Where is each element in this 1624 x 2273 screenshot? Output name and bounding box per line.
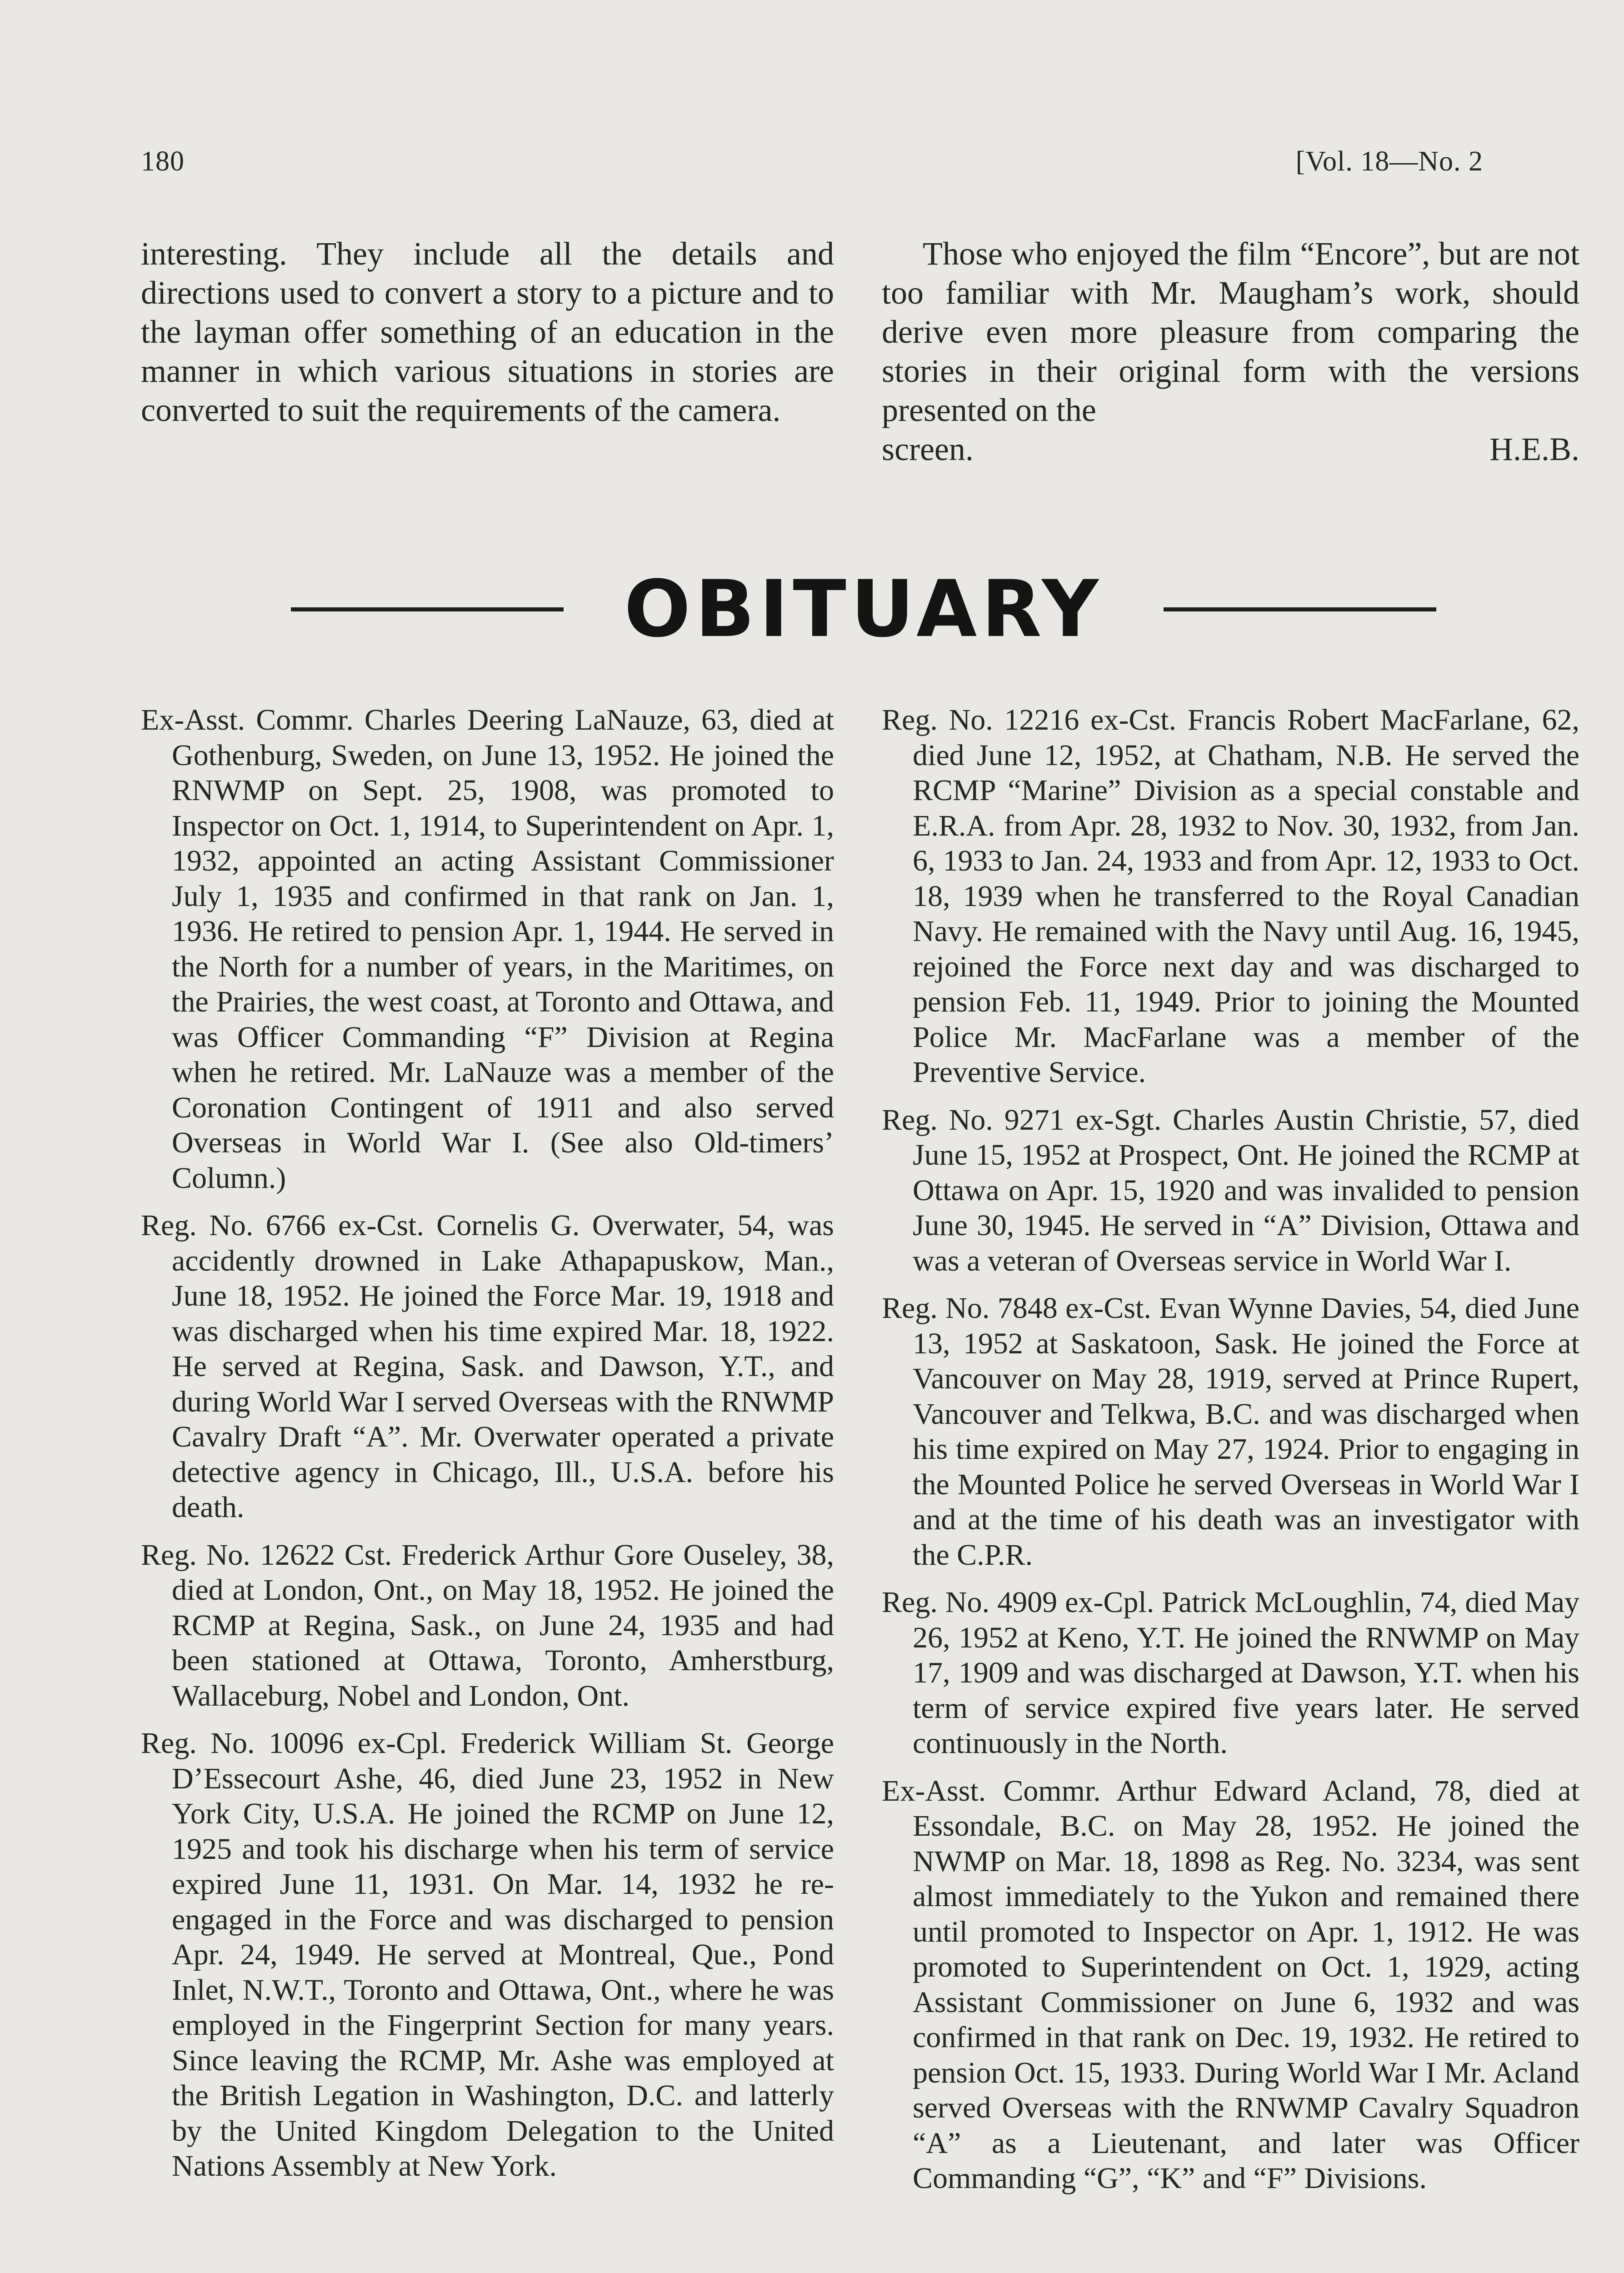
obituary-left-column <box>141 702 834 2196</box>
obituary-entry: Reg. No. 6766 ex-Cst. Cornelis G. Overwater, 54, was accidently drowned in Lake Athapapuskow, Man., June 18, 1952. He joined the Force Mar. 19, 1918 and was discharged when his time expired Mar. 18, 1922. He served at Regina, Sask. and Dawson, Y.T., and during World War I served Overseas with the RNWMP Cavalry Draft “A”. Mr. Overwater operated a private detective agency in Chicago, Ill., U.S.A. before his death. <box>141 1209 834 1524</box>
obituary-entry: Ex-Asst. Commr. Charles Deering LaNauze, 63, died at Gothenburg, Sweden, on June 13, 1952. He joined the RNWMP on Sept. 25, 1908, was promoted to Inspector on Oct. 1, 1914, to Superintendent on Apr. 1, 1932, appointed an acting Assistant Commissioner July 1, 1935 and confirmed in that rank on Jan. 1, 1936. He retired to pension Apr. 1, 1944. He served in the North for a number of years, in the Maritimes, on the Prairies, the west coast, at Toronto and Ottawa, and was Officer Commanding “F” Division at Regina when he retired. Mr. LaNauze was a member of the Coronation Contingent of 1911 and also served Overseas in World War I. (See also Old-timers’ Column.) <box>141 703 834 1195</box>
review-closing-paragraph <box>882 234 1579 430</box>
section-title: OBITUARY <box>624 563 1103 655</box>
obituary-entry: Reg. No. 12622 Cst. Frederick Arthur Gore Ouseley, 38, died at London, Ont., on May 18, 1952. He joined the RCMP at Regina, Sask., on June 24, 1935 and had been stationed at Ottawa, Toronto, Amherstburg, Wallaceburg, Nobel and London, Ont. <box>141 1538 834 1712</box>
obituary-entry: Reg. No. 7848 ex-Cst. Evan Wynne Davies, 54, died June 13, 1952 at Saskatoon, Sask. He joined the Force at Vancouver on May 28, 1919, served at Prince Rupert, Vancouver and Telkwa, B.C. and was discharged when his time expired on May 27, 1924. Prior to engaging in the Mounted Police he served Overseas in World War I and at the time of his death was an investigator with the C.P.R. <box>882 1292 1579 1572</box>
review-continuation-paragraph: interesting. They include all the details and directions used to convert a story to a picture and to the layman offer something of an education in the manner in which various situations in stories are converted to suit the requirements of the camera. <box>141 235 834 428</box>
obituary-right-column <box>882 702 1579 2208</box>
heading-rule-left <box>291 607 564 611</box>
section-heading <box>291 564 1436 655</box>
intro-right-column <box>882 234 1579 469</box>
author-initials: H.E.B. <box>1489 431 1579 467</box>
obituary-entry: Reg. No. 12216 ex-Cst. Francis Robert MacFarlane, 62, died June 12, 1952, at Chatham, N.B. He served the RCMP “Marine” Division as a special constable and E.R.A. from Apr. 28, 1932 to Nov. 30, 1932, from Jan. 6, 1933 to Jan. 24, 1933 and from Apr. 12, 1933 to Oct. 18, 1939 when he transferred to the Royal Canadian Navy. He remained with the Navy until Aug. 16, 1945, rejoined the Force next day and was discharged to pension Feb. 11, 1949. Prior to joining the Mounted Police Mr. MacFarlane was a member of the Preventive Service. <box>882 703 1579 1089</box>
heading-rule-right <box>1164 607 1436 611</box>
volume-issue: [Vol. 18—No. 2 <box>1295 146 1483 177</box>
review-closing-last-word: screen. <box>882 431 974 467</box>
intro-left-column <box>141 234 834 430</box>
obituary-entry: Ex-Asst. Commr. Arthur Edward Acland, 78, died at Essondale, B.C. on May 28, 1952. He joined the NWMP on Mar. 18, 1898 as Reg. No. 3234, was sent almost immediately to the Yukon and remained there until promoted to Inspector on Apr. 1, 1912. He was promoted to Superintendent on Oct. 1, 1929, acting Assistant Commissioner on June 6, 1932 and was confirmed in that rank on Dec. 19, 1932. He retired to pension Oct. 15, 1933. During World War I Mr. Acland served Overseas with the RNWMP Cavalry Squadron “A” as a Lieutenant, and later was Officer Commanding “G”, “K” and “F” Divisions. <box>882 1774 1579 2195</box>
review-closing-text: Those who enjoyed the film “Encore”, but are not too familiar with Mr. Maugham’s work, should derive even more pleasure from comparing the stories in their original form with the versions presented on the <box>882 235 1579 428</box>
signature-line <box>882 430 1579 469</box>
obituary-entry: Reg. No. 4909 ex-Cpl. Patrick McLoughlin, 74, died May 26, 1952 at Keno, Y.T. He joined the RNWMP on May 17, 1909 and was discharged at Dawson, Y.T. when his term of service expired five years later. He served continuously in the North. <box>882 1586 1579 1760</box>
page-header <box>141 145 1483 186</box>
obituary-entry: Reg. No. 9271 ex-Sgt. Charles Austin Christie, 57, died June 15, 1952 at Prospect, Ont. He joined the RCMP at Ottawa on Apr. 15, 1920 and was invalided to pension June 30, 1945. He served in “A” Division, Ottawa and was a veteran of Overseas service in World War I. <box>882 1103 1579 1277</box>
page-number: 180 <box>141 146 185 177</box>
obituary-entry: Reg. No. 10096 ex-Cpl. Frederick William St. George D’Essecourt Ashe, 46, died June 23, 1952 in New York City, U.S.A. He joined the RCMP on June 12, 1925 and took his discharge when his term of service expired June 11, 1931. On Mar. 14, 1932 he re-engaged in the Force and was discharged to pension Apr. 24, 1949. He served at Montreal, Que., Pond Inlet, N.W.T., Toronto and Ottawa, Ont., where he was employed in the Fingerprint Section for many years. Since leaving the RCMP, Mr. Ashe was employed at the British Legation in Washington, D.C. and latterly by the United Kingdom Delegation to the United Nations Assembly at New York. <box>141 1727 834 2183</box>
